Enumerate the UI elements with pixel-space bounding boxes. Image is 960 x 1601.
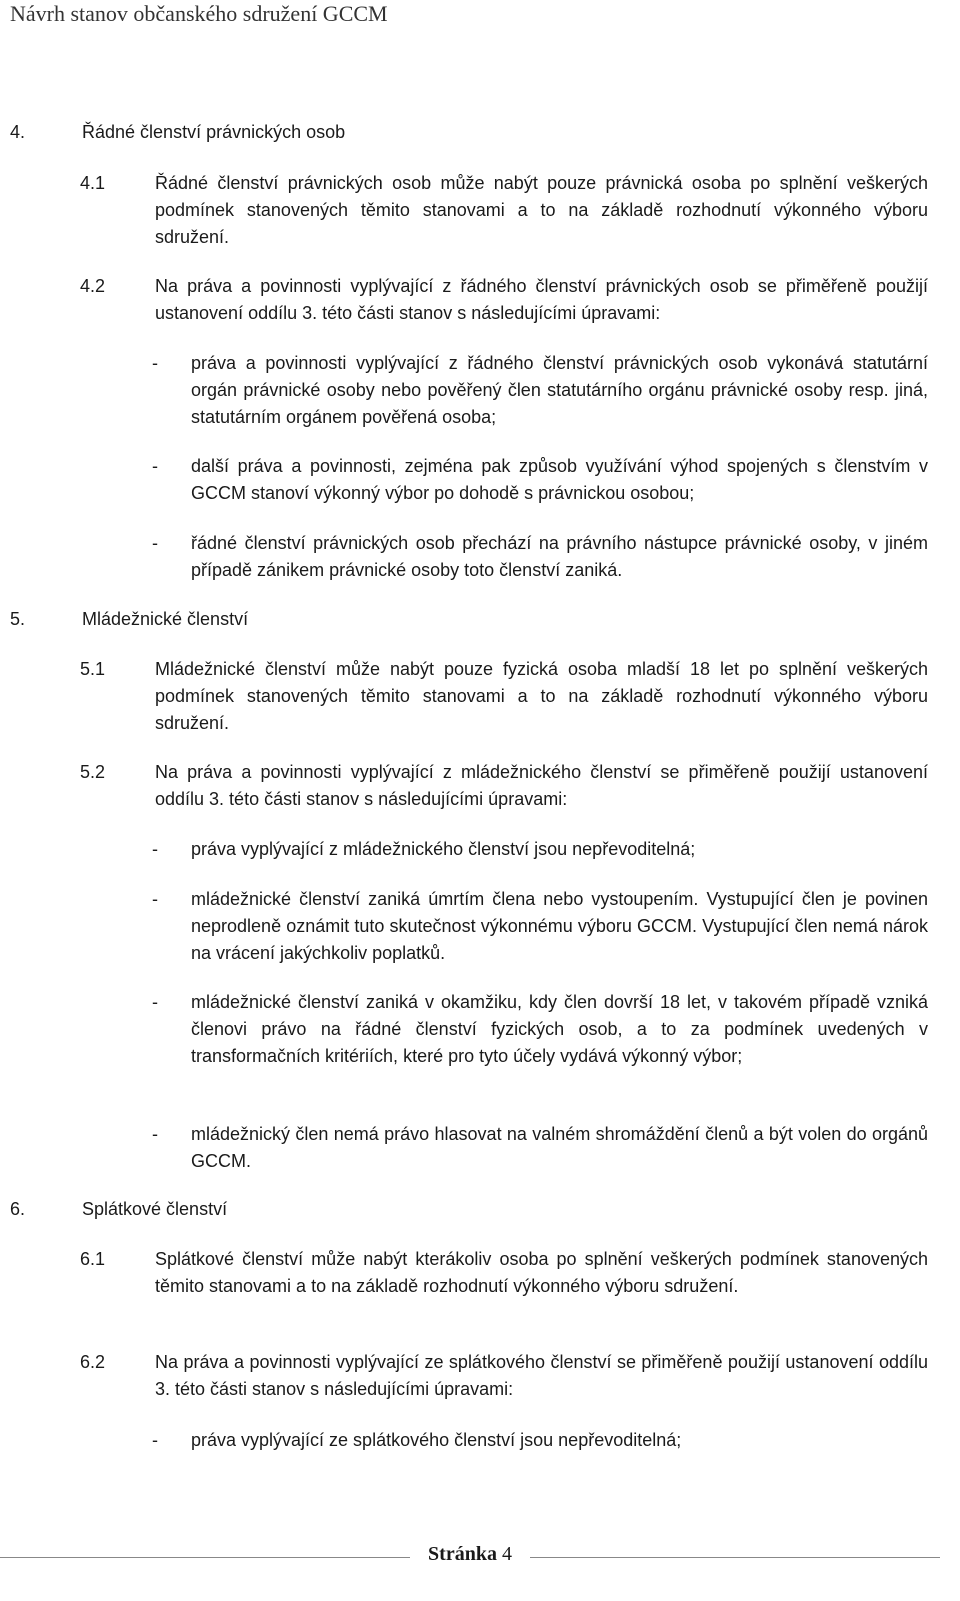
- paragraph-5-2: [80, 759, 928, 813]
- bullet-dash: -: [152, 533, 158, 553]
- bullet-dash: -: [152, 1124, 158, 1144]
- section-title: Mládežnické členství: [82, 609, 249, 629]
- paragraph-4-2: [80, 273, 928, 327]
- section-title: Řádné členství právnických osob: [82, 122, 346, 142]
- bullet-dash: -: [152, 839, 158, 859]
- section-heading-6: [10, 1196, 227, 1223]
- paragraph-number: 4.2: [80, 276, 106, 296]
- bullet-dash: -: [152, 456, 158, 476]
- bullet-item: [152, 1427, 928, 1454]
- paragraph-text: Na práva a povinnosti vyplývající ze splátkového členství se přiměřeně použijí ustanovení oddílu 3. této části stanov s následujícími úpravami:: [155, 1352, 928, 1399]
- paragraph-4-1: [80, 170, 928, 251]
- footer-rule-right: [530, 1557, 940, 1558]
- bullet-text: práva vyplývající z mládežnického členství jsou nepřevoditelná;: [191, 839, 696, 859]
- page-number: 4: [501, 1543, 512, 1565]
- page-header: Návrh stanov občanského sdružení GCCM: [10, 1, 388, 26]
- paragraph-text: Na práva a povinnosti vyplývající z řádného členství právnických osob se přiměřeně použijí ustanovení oddílu 3. této části stanov s následujícími úpravami:: [155, 276, 928, 323]
- paragraph-number: 5.1: [80, 659, 106, 679]
- bullet-item: [152, 1121, 928, 1175]
- bullet-item: [152, 530, 928, 584]
- page-footer: [410, 1543, 530, 1566]
- paragraph-text: Na práva a povinnosti vyplývající z mládežnického členství se přiměřeně použijí ustanovení oddílu 3. této části stanov s následujícími úpravami:: [155, 762, 928, 809]
- bullet-item: [152, 836, 928, 863]
- bullet-dash: -: [152, 1430, 158, 1450]
- paragraph-text: Splátkové členství může nabýt kterákoliv osoba po splnění veškerých podmínek stanovených těmito stanovami a to na základě rozhodnutí výkonného výboru sdružení.: [155, 1249, 928, 1296]
- paragraph-number: 6.2: [80, 1352, 106, 1372]
- paragraph-text: Mládežnické členství může nabýt pouze fyzická osoba mladší 18 let po splnění veškerých podmínek stanovených těmito stanovami a to na základě rozhodnutí výkonného výboru sdružení.: [155, 659, 928, 733]
- paragraph-6-2: [80, 1349, 928, 1403]
- bullet-item: [152, 453, 928, 507]
- section-heading-5: [10, 606, 248, 633]
- bullet-text: mládežnický člen nemá právo hlasovat na valném shromáždění členů a být volen do orgánů GCCM.: [191, 1124, 928, 1171]
- bullet-text: mládežnické členství zaniká úmrtím člena nebo vystoupením. Vystupující člen je povinen neprodleně oznámit tuto skutečnost výkonnému výboru GCCM. Vystupující člen nemá nárok na vrácení jakýchkoliv poplatků.: [191, 889, 928, 963]
- bullet-dash: -: [152, 353, 158, 373]
- section-title: Splátkové členství: [82, 1199, 228, 1219]
- bullet-item: [152, 989, 928, 1070]
- bullet-item: [152, 886, 928, 967]
- page-label: Stránka: [428, 1543, 497, 1565]
- bullet-text: mládežnické členství zaniká v okamžiku, kdy člen dovrší 18 let, v takovém případě vzniká členovi právo na řádné členství fyzických osob, a to za podmínek uvedených v transformačních kritériích, které pro tyto účely vydává výkonný výbor;: [191, 992, 928, 1066]
- paragraph-5-1: [80, 656, 928, 737]
- bullet-text: řádné členství právnických osob přechází na právního nástupce právnické osoby, v jiném případě zánikem právnické osoby toto členství zaniká.: [191, 533, 928, 580]
- paragraph-text: Řádné členství právnických osob může nabýt pouze právnická osoba po splnění veškerých podmínek stanovených těmito stanovami a to na základě rozhodnutí výkonného výboru sdružení.: [155, 173, 928, 247]
- bullet-dash: -: [152, 889, 158, 909]
- section-number: 4.: [10, 122, 26, 142]
- bullet-text: práva a povinnosti vyplývající z řádného členství právnických osob vykonává statutární orgán právnické osoby nebo pověřený člen statutárního orgánu právnické osoby resp. jiná, statutárním orgánem pověřená osoba;: [191, 353, 928, 427]
- section-number: 6.: [10, 1199, 26, 1219]
- bullet-text: další práva a povinnosti, zejména pak způsob využívání výhod spojených s členstvím v GCCM stanoví výkonný výbor po dohodě s právnickou osobou;: [191, 456, 928, 503]
- footer-rule-left: [0, 1557, 410, 1558]
- paragraph-number: 6.1: [80, 1249, 106, 1269]
- paragraph-6-1: [80, 1246, 928, 1300]
- paragraph-number: 4.1: [80, 173, 106, 193]
- bullet-dash: -: [152, 992, 158, 1012]
- section-heading-4: [10, 119, 345, 146]
- paragraph-number: 5.2: [80, 762, 106, 782]
- bullet-text: práva vyplývající ze splátkového členství jsou nepřevoditelná;: [191, 1430, 682, 1450]
- bullet-item: [152, 350, 928, 431]
- section-number: 5.: [10, 609, 26, 629]
